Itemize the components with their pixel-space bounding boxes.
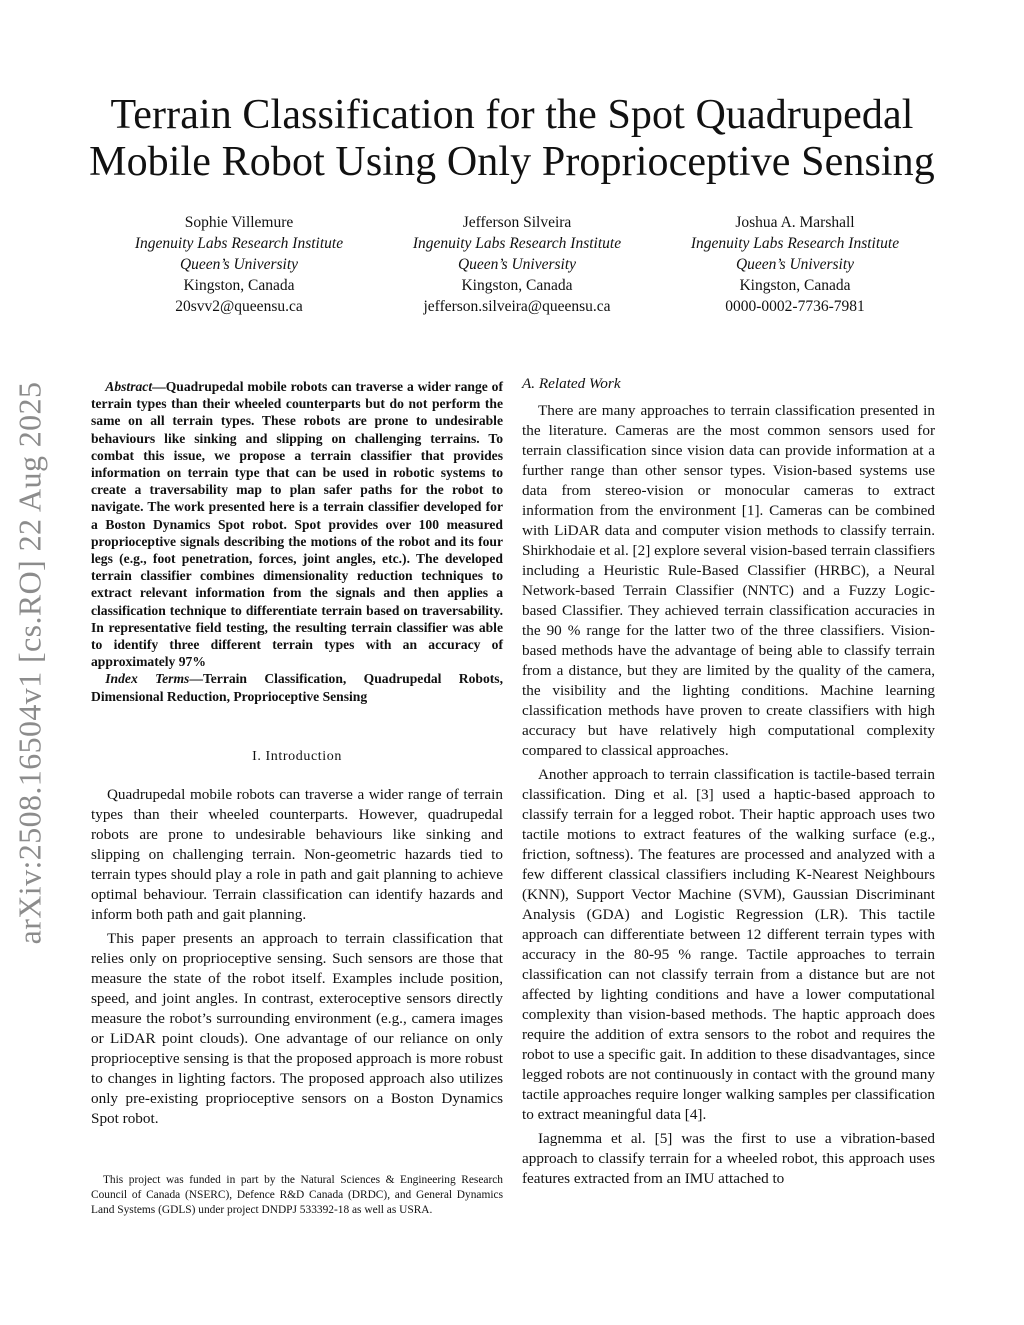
author-3 — [656, 212, 934, 317]
arxiv-identifier: arXiv:2508.16504v1 [cs.RO] 22 Aug 2025 — [11, 381, 48, 945]
intro-paragraph-1: Quadrupedal mobile robots can traverse a wider range of terrain types than their wheeled counterparts. However, quadrupedal robots are prone to undesirable behaviours like sinking and slipping on challenging terrain. Non-geometric hazards tied to terrain types should play a role in path and gait planning to achieve optimal behaviour. Terrain classification can identify hazards and inform both path and gait planning. — [91, 785, 503, 923]
author-2 — [378, 212, 656, 317]
author-block — [100, 212, 934, 317]
arxiv-sidebar-stamp — [2, 365, 58, 961]
left-column — [91, 378, 503, 1129]
section-heading-introduction: I. Introduction — [252, 748, 342, 764]
author-email: jefferson.silveira@queensu.ca — [423, 298, 611, 315]
title-line-1: Terrain Classification for the Spot Quadrupedal — [110, 92, 914, 138]
index-terms-label: Index Terms — [105, 671, 190, 687]
subsection-heading-related-work: A. Related Work — [522, 375, 621, 392]
index-terms-text: —Terrain Classification, Quadrupedal Robots, Dimensional Reduction, Proprioceptive Sensing — [91, 671, 503, 704]
index-terms — [91, 670, 503, 704]
author-university: Queen’s University — [457, 256, 577, 273]
author-email: 20svv2@queensu.ca — [175, 298, 303, 315]
abstract — [91, 378, 503, 670]
author-location: Kingston, Canada — [461, 277, 573, 294]
funding-footnote: This project was funded in part by the Natural Sciences & Engineering Research Council of Canada (NSERC), Defence R&D Canada (DRDC), and General Dynamics Land Systems (GDLS) under project DNDPJ 533392-18 as well as USRA. — [91, 1174, 503, 1216]
author-name: Joshua A. Marshall — [735, 214, 855, 231]
title-line-2: Mobile Robot Using Only Proprioceptive Sensing — [89, 139, 935, 185]
abstract-text: —Quadrupedal mobile robots can traverse a wider range of terrain types than their wheeled counterparts but do not perform the same on all terrain types. These robots are prone to undesirable behaviours like sinking and slipping on challenging terrains. To combat this issue, we propose a terrain classifier that provides information on terrain type that can be used in robotic systems to create a traversability map to plan safer paths for the robot to navigate. The work presented here is a terrain classifier developed for a Boston Dynamics Spot robot. Spot provides over 100 measured proprioceptive signals describing the motions of the robot and its four legs (e.g., foot penetration, forces, joint angles, etc.). The developed terrain classifier combines dimensionality reduction techniques to extract relevant information from the signals and then applies a classification technique to differentiate terrain based on traversability. In representative field testing, the resulting terrain classifier was able to identify three different terrain types with an accuracy of approximately 97% — [91, 379, 503, 670]
author-location: Kingston, Canada — [739, 277, 851, 294]
abstract-label: Abstract — [105, 379, 153, 394]
author-university: Queen’s University — [179, 256, 299, 273]
author-orcid: 0000-0002-7736-7981 — [725, 298, 865, 315]
right-column — [522, 374, 935, 1189]
author-institute: Ingenuity Labs Research Institute — [134, 235, 344, 252]
author-name: Sophie Villemure — [184, 214, 294, 231]
author-institute: Ingenuity Labs Research Institute — [690, 235, 900, 252]
author-location: Kingston, Canada — [183, 277, 295, 294]
paper-title — [60, 92, 964, 186]
related-paragraph-1: There are many approaches to terrain classification presented in the literature. Cameras are the most common sensors used for terrain classification since vision data can provide information at a further range than other sensor types. Vision-based systems use data from stereo-vision or monocular cameras to extract information from the environment [1]. Cameras can be combined with LiDAR data and computer vision methods to classify terrain. Shirkhodaie et al. [2] explore several vision-based terrain classifiers including a Heuristic Rule-Based Classifier (HRBC), a Neural Network-based Terrain Classifier (NNTC) and a Fuzzy Logic-based Classifier. They achieved terrain classification accuracies in the 90 % range for the latter two of the three classifiers. Vision-based methods have the advantage of being able to classify terrain from a distance, but they are limited by the quality of the camera, the visibility and the lighting conditions. Machine learning classification methods have proven to create classifiers with high accuracy but have relatively high computational complexity compared to classical approaches. — [522, 402, 935, 759]
author-university: Queen’s University — [735, 256, 855, 273]
related-paragraph-2: Another approach to terrain classification is tactile-based terrain classification. Ding et al. [3] used a haptic-based approach to classify terrain for a legged robot. Their haptic approach uses two tactile motions to extract features of the walking surface (e.g., friction, softness). The features are processed and analyzed with a few different classical classifiers including K-Nearest Neighbours (KNN), Support Vector Machine (SVM), Gaussian Discriminant Analysis (GDA) and Logistic Regression (LR). This tactile approach can differentiate between 12 different terrain types with accuracy in the 80-95 % range. Tactile approaches to terrain classification can not classify terrain from a distance but are not affected by lighting conditions and have a lower computational complexity than vision-based methods. The haptic approach does require the addition of extra sensors to the robot and requires the robot to use a specific gait. In addition to these disadvantages, since legged robots are not continuously in contact with the ground many tactile approaches require longer walking samples per classification to extract meaningful data [4]. — [522, 766, 935, 1123]
intro-paragraph-2: This paper presents an approach to terrain classification that relies only on proprioceptive sensing. Such sensors are those that measure the state of the robot itself. Examples include position, speed, and joint angles. In contrast, exteroceptive sensors directly measure the robot’s surrounding environment (e.g., camera images or LiDAR point clouds). One advantage of our reliance on only proprioceptive sensing is that the proposed approach is more robust to changes in lighting factors. The proposed approach also utilizes only pre-existing proprioceptive sensors on a Boston Dynamics Spot robot. — [91, 929, 503, 1127]
author-institute: Ingenuity Labs Research Institute — [412, 235, 622, 252]
related-paragraph-3: Iagnemma et al. [5] was the first to use a vibration-based approach to classify terrain for a wheeled robot, this approach uses features extracted from an IMU attached to — [522, 1130, 935, 1187]
author-name: Jefferson Silveira — [462, 214, 572, 231]
author-1 — [100, 212, 378, 317]
